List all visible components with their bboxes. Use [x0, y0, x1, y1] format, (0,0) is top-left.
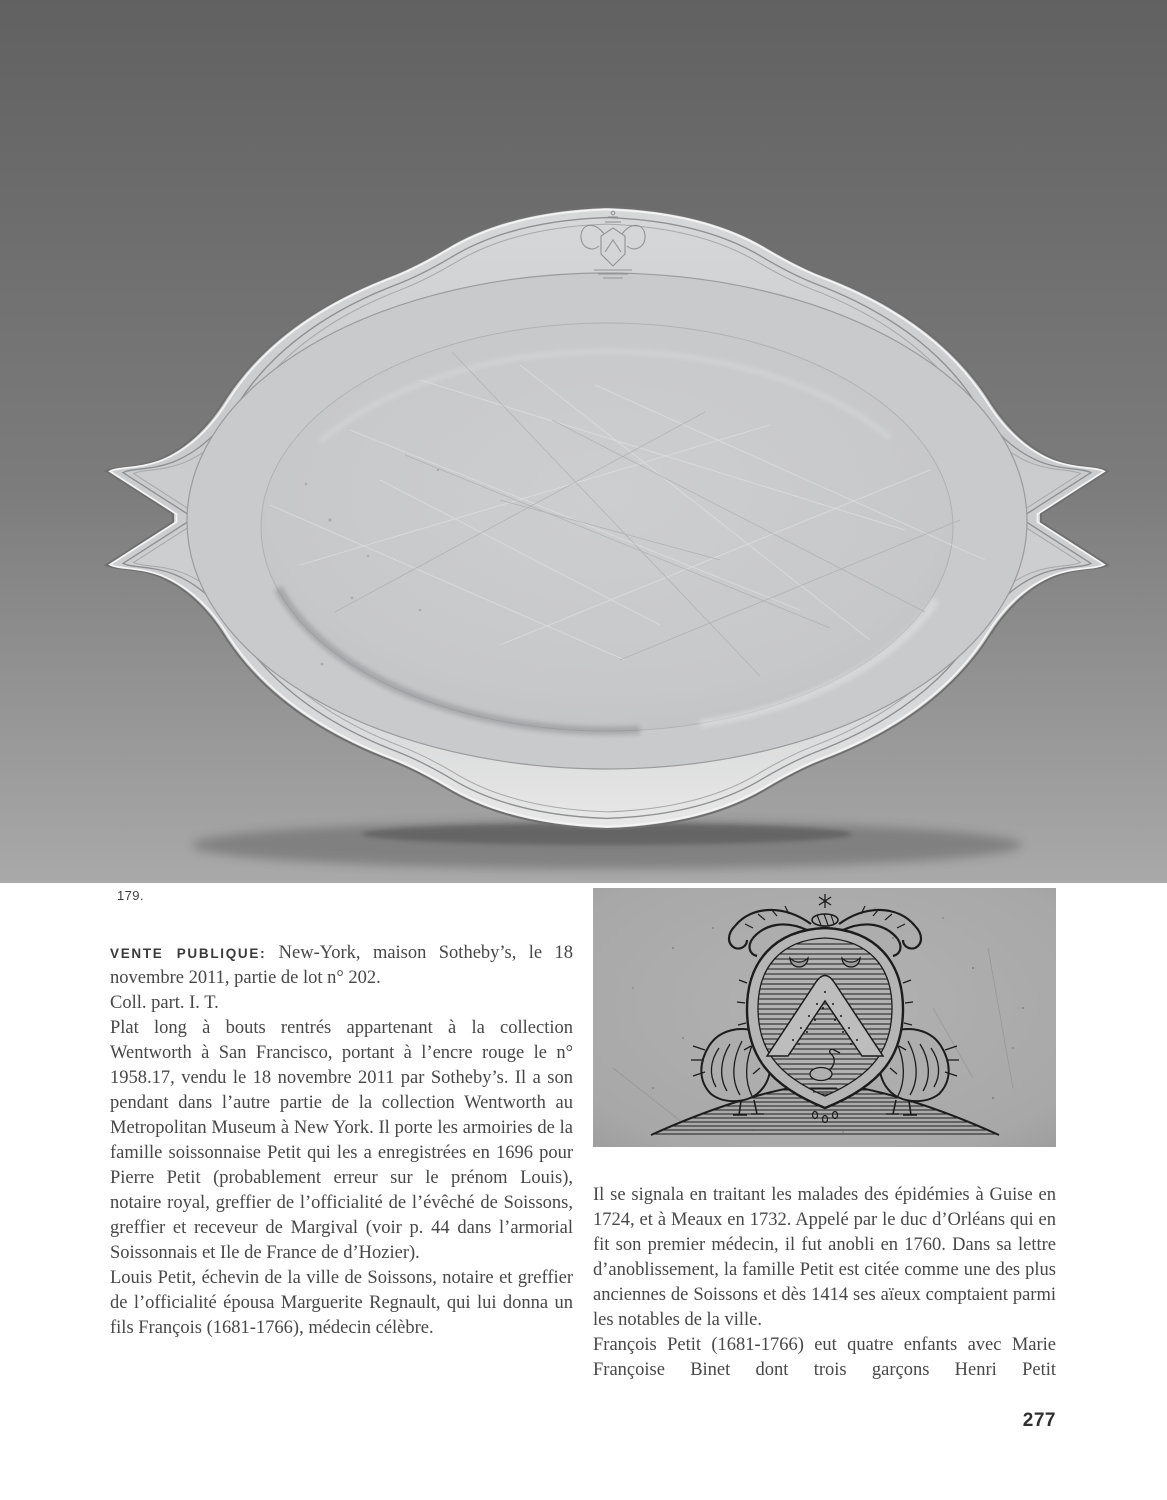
right-text-column [593, 1183, 1056, 1383]
paragraph-louis-petit: Louis Petit, échevin de la ville de Soissons, notaire et greffier de l’officialité épousa Marguerite Regnault, qui lui donna un fils François (1681-1766), médecin célèbre. [110, 1268, 573, 1338]
sale-text: New-York, maison Sotheby’s, le 18 novembre 2011, partie de lot n° 202. [110, 943, 573, 988]
detail-photo-coat-of-arms [593, 888, 1056, 1147]
figure-number: 179. [117, 888, 144, 903]
armorial-engraving-svg [593, 888, 1056, 1147]
sale-paragraph [110, 941, 573, 991]
left-text-column [110, 941, 573, 1341]
collection-line: Coll. part. I. T. [110, 993, 219, 1013]
paragraph-provenance: Plat long à bouts rentrés appartenant à la collection Wentworth à San Francisco, portant à l’encre rouge le n° 1958.17, vendu le 18 novembre 2011 par Sotheby’s. Il a son pendant dans l’autre partie de la collection Wentworth au Metropolitan Museum à New York. Il porte les armoiries de la famille soissonnaise Petit qui les a enregistrées en 1696 pour Pierre Petit (probablement erreur sur le prénom Louis), notaire royal, greffier de l’officialité de l’évêché de Soissons, greffier et receveur de Margival (voir p. 44 dans l’armorial Soissonnais et Ile de France de d’Hozier). [110, 1018, 573, 1263]
platter-well [261, 323, 953, 731]
page-number: 277 [1022, 1410, 1056, 1431]
paragraph-francois-petit: Il se signala en traitant les malades des épidémies à Guise en 1724, et à Meaux en 1732. Appelé par le duc d’Orléans qui en fit son premier médecin, il fut anobli en 1760. Dans sa lettre d’anoblissement, la famille Petit est citée comme une des plus anciennes de Soissons et dès 1414 ses aïeux comptaient parmi les notables de la ville. [593, 1185, 1056, 1330]
sale-label: VENTE PUBLIQUE: [110, 946, 267, 961]
paragraph-family-continuation: François Petit (1681-1766) eut quatre enfants avec Marie Françoise Binet dont trois garçons Henri Petit [593, 1335, 1056, 1380]
